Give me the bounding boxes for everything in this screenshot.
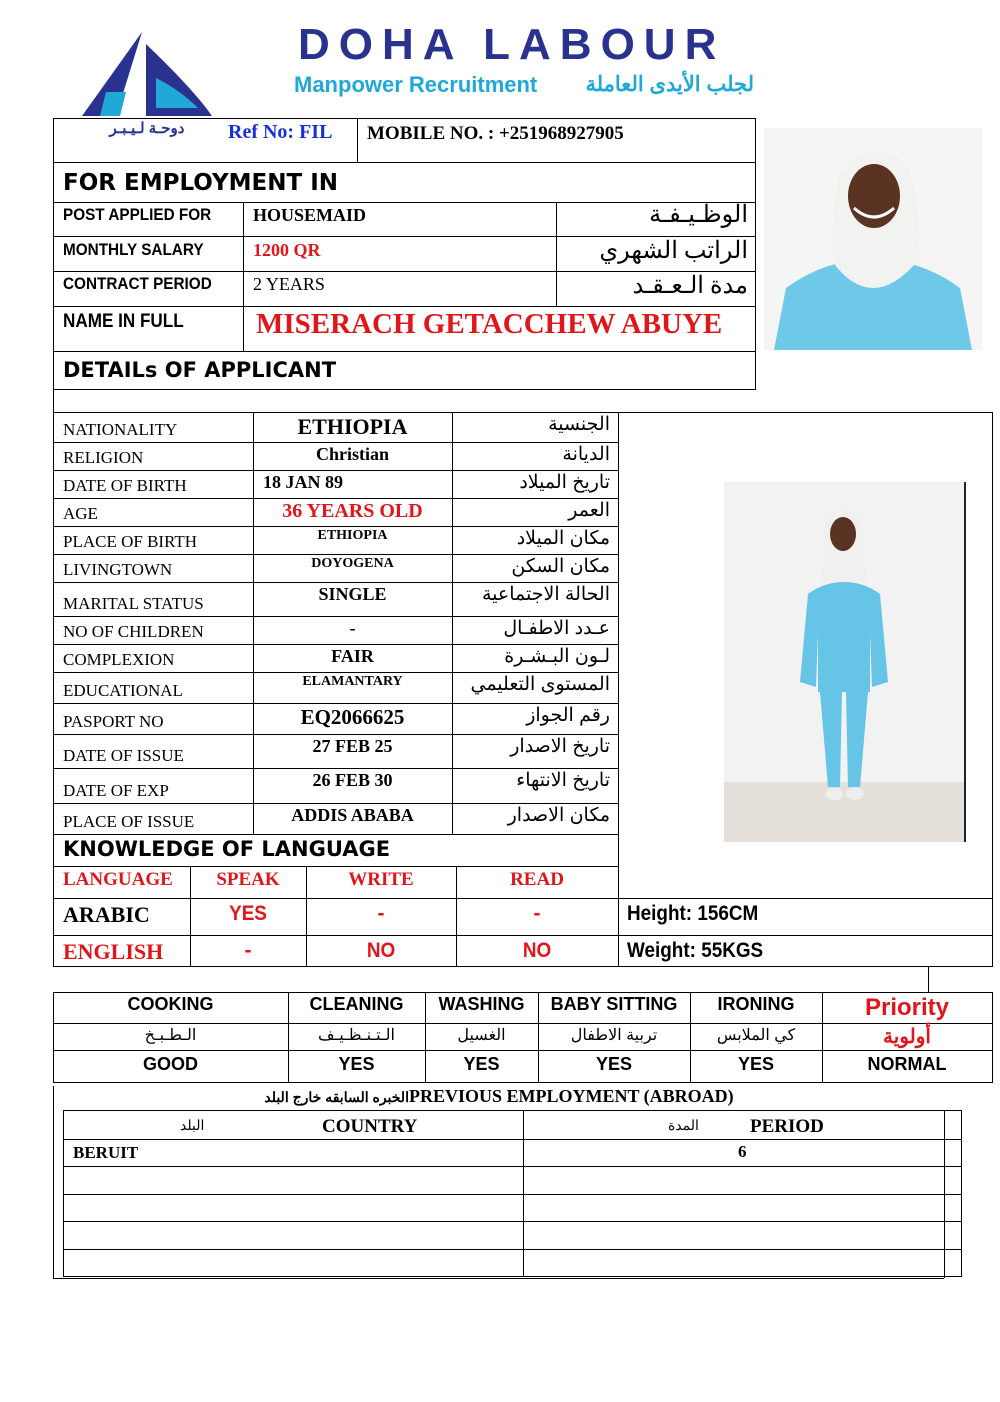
language-header-write: WRITE bbox=[348, 869, 414, 890]
post-applied-arabic: الوظـيـفـة bbox=[649, 202, 748, 228]
language-arabic-speak: YES bbox=[229, 902, 267, 925]
detail-arabic-label: مكان الميلاد bbox=[516, 528, 610, 549]
detail-label: AGE bbox=[63, 504, 98, 523]
skill-value: NORMAL bbox=[867, 1054, 947, 1074]
contract-period-value: 2 YEARS bbox=[253, 274, 325, 294]
skill-header-arabic: أولوية bbox=[883, 1026, 931, 1048]
language-english-read: NO bbox=[522, 939, 552, 962]
detail-label: LIVINGTOWN bbox=[63, 560, 173, 579]
detail-value: 27 FEB 25 bbox=[312, 736, 393, 756]
previous-country-header: COUNTRY bbox=[322, 1116, 418, 1137]
company-tagline: Manpower Recruitment bbox=[294, 72, 538, 97]
detail-value: DOYOGENA bbox=[311, 556, 394, 571]
monthly-salary-arabic: الراتب الشهري bbox=[599, 238, 748, 264]
detail-value: 26 FEB 30 bbox=[312, 770, 393, 790]
previous-country-value: BERUIT bbox=[73, 1143, 139, 1162]
detail-arabic-label: رقم الجواز bbox=[526, 705, 610, 726]
previous-employment-title-arabic: الخبره السابقه خارج البلد bbox=[264, 1089, 409, 1105]
detail-arabic-label: تاريخ الميلاد bbox=[519, 472, 610, 493]
detail-arabic-label: تاريخ الاصدار bbox=[510, 736, 610, 757]
monthly-salary-value: 1200 QR bbox=[253, 240, 321, 260]
skill-header-arabic: تربية الاطفال bbox=[570, 1027, 658, 1044]
mobile-number: MOBILE NO. : +251968927905 bbox=[367, 123, 624, 144]
detail-arabic-label: مكان السكن bbox=[511, 556, 610, 577]
company-logo bbox=[76, 30, 222, 122]
detail-value: SINGLE bbox=[318, 584, 387, 604]
detail-label: DATE OF EXP bbox=[63, 781, 169, 800]
language-arabic-name: ARABIC bbox=[63, 902, 150, 927]
previous-period-value: 6 bbox=[738, 1142, 747, 1161]
detail-label: RELIGION bbox=[63, 448, 144, 467]
ref-number: Ref No: FIL bbox=[228, 121, 333, 143]
language-header-language: LANGUAGE bbox=[63, 869, 173, 890]
skill-header-arabic: الـتـنـظـيـف bbox=[318, 1027, 395, 1044]
language-header-speak: SPEAK bbox=[216, 869, 280, 890]
detail-label: COMPLEXION bbox=[63, 650, 175, 669]
previous-employment-title bbox=[53, 1086, 945, 1107]
skill-header: CLEANING bbox=[309, 994, 404, 1014]
previous-period-header-arabic: المدة bbox=[668, 1117, 699, 1133]
detail-value: EQ2066625 bbox=[300, 705, 405, 729]
detail-value: ADDIS ABABA bbox=[291, 805, 414, 825]
skill-header: BABY SITTING bbox=[550, 994, 678, 1014]
detail-value: Christian bbox=[315, 444, 389, 464]
skill-header-arabic: الغسيل bbox=[457, 1027, 506, 1044]
detail-arabic-label: لـون البـشـرة bbox=[504, 646, 610, 667]
details-section-title: DETAILs OF APPLICANT bbox=[63, 358, 337, 382]
skill-header-arabic: كي الملابس bbox=[716, 1027, 796, 1044]
previous-employment-title-english: PREVIOUS EMPLOYMENT (ABROAD) bbox=[408, 1086, 734, 1106]
height-value: Height: 156CM bbox=[627, 902, 759, 925]
skill-header-arabic: الـطـبـخ bbox=[144, 1027, 197, 1044]
skill-header: IRONING bbox=[717, 994, 795, 1014]
language-arabic-read: - bbox=[533, 902, 541, 925]
language-section-title: KNOWLEDGE OF LANGUAGE bbox=[63, 837, 391, 861]
detail-label: MARITAL STATUS bbox=[63, 594, 204, 613]
detail-value: - bbox=[349, 618, 356, 638]
skill-header: Priority bbox=[864, 994, 950, 1021]
detail-label: DATE OF ISSUE bbox=[63, 746, 184, 765]
applicant-full-body-photo bbox=[724, 482, 966, 842]
post-applied-value: HOUSEMAID bbox=[253, 205, 367, 225]
contract-period-label: CONTRACT PERIOD bbox=[63, 274, 212, 293]
detail-label: EDUCATIONAL bbox=[63, 681, 183, 700]
detail-arabic-label: تاريخ الانتهاء bbox=[516, 770, 610, 791]
previous-country-header-arabic: البلد bbox=[180, 1117, 205, 1133]
detail-arabic-label: الجنسية bbox=[548, 414, 610, 435]
employment-section-title: FOR EMPLOYMENT IN bbox=[63, 170, 339, 196]
skill-value: YES bbox=[338, 1054, 375, 1074]
detail-value: FAIR bbox=[331, 646, 374, 666]
detail-arabic-label: المستوى التعليمي bbox=[470, 674, 610, 695]
language-english-speak: - bbox=[244, 939, 252, 962]
detail-value: ETHIOPIA bbox=[297, 414, 408, 439]
full-name-label: NAME IN FULL bbox=[63, 311, 184, 332]
previous-period-header: PERIOD bbox=[750, 1116, 824, 1137]
detail-value: ETHIOPIA bbox=[317, 528, 388, 543]
detail-label: DATE OF BIRTH bbox=[63, 476, 187, 495]
detail-label: NO OF CHILDREN bbox=[63, 622, 204, 641]
language-english-name: ENGLISH bbox=[63, 939, 164, 964]
detail-arabic-label: عـدد الاطفـال bbox=[503, 618, 610, 639]
detail-arabic-label: مكان الاصدار bbox=[507, 805, 610, 826]
detail-arabic-label: العمر bbox=[568, 500, 610, 521]
language-header-read: READ bbox=[510, 869, 564, 890]
skill-header: COOKING bbox=[127, 994, 214, 1014]
language-english-write: NO bbox=[366, 939, 396, 962]
detail-label: PASPORT NO bbox=[63, 712, 164, 731]
skill-value: YES bbox=[463, 1054, 500, 1074]
skill-value: YES bbox=[737, 1054, 775, 1074]
detail-arabic-label: الديانة bbox=[562, 444, 610, 465]
full-name-value: MISERACH GETACCHEW ABUYE bbox=[256, 308, 723, 340]
detail-label: PLACE OF BIRTH bbox=[63, 532, 198, 551]
detail-value: ELAMANTARY bbox=[302, 674, 403, 689]
language-arabic-write: - bbox=[377, 902, 385, 925]
skill-header: WASHING bbox=[438, 994, 525, 1014]
detail-label: NATIONALITY bbox=[63, 420, 178, 439]
logo-arabic-text: دوحـة لـيـبـر bbox=[109, 120, 185, 137]
detail-value: 36 YEARS OLD bbox=[282, 500, 423, 522]
skill-value: YES bbox=[595, 1054, 633, 1074]
company-name: DOHA LABOUR bbox=[298, 20, 726, 69]
skill-value: GOOD bbox=[142, 1054, 198, 1074]
post-applied-label: POST APPLIED FOR bbox=[63, 205, 212, 224]
detail-arabic-label: الحالة الاجتماعية bbox=[482, 584, 610, 605]
applicant-portrait-photo bbox=[764, 128, 982, 350]
company-tagline-arabic: لجلب الأيدى العاملة bbox=[585, 73, 754, 96]
monthly-salary-label: MONTHLY SALARY bbox=[63, 240, 204, 259]
contract-period-arabic: مدة الـعـقـد bbox=[632, 273, 748, 299]
detail-label: PLACE OF ISSUE bbox=[63, 812, 195, 831]
weight-value: Weight: 55KGS bbox=[627, 939, 764, 962]
detail-value: 18 JAN 89 bbox=[263, 472, 343, 492]
